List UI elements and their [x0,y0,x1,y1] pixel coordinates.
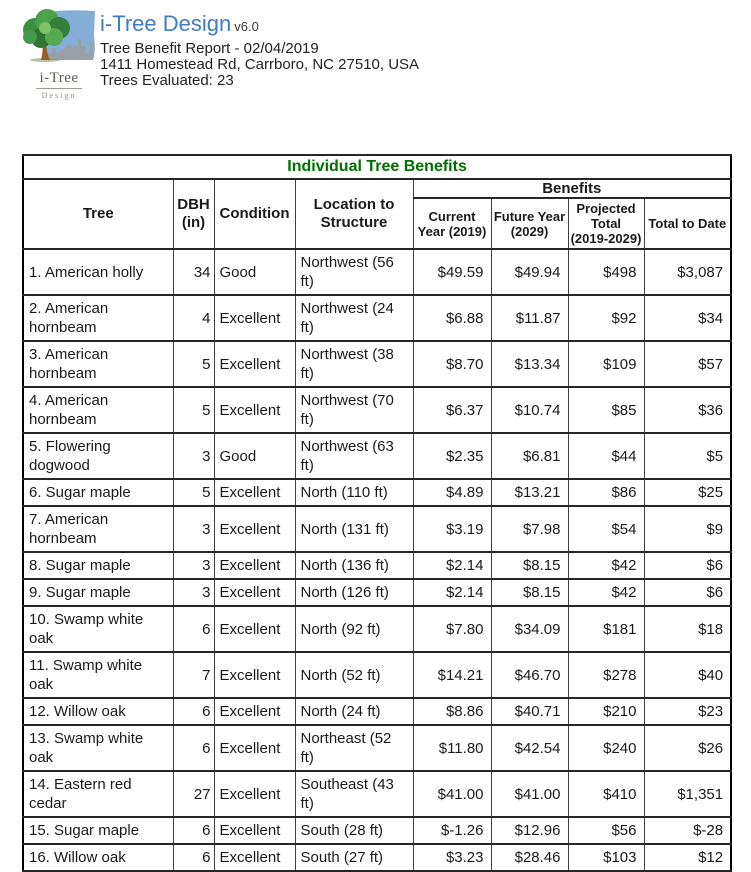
cell-current: $8.70 [413,341,491,387]
cell-name: 2. American hornbeam [23,295,173,341]
cell-name: 13. Swamp white oak [23,725,173,771]
report-title-line: Tree Benefit Report - 02/04/2019 [100,40,319,57]
cell-total: $6 [644,579,731,606]
cell-dbh: 5 [173,479,214,506]
cell-total: $9 [644,506,731,552]
cell-name: 5. Flowering dogwood [23,433,173,479]
cell-condition: Excellent [214,387,295,433]
trees-evaluated-line: Trees Evaluated: 23 [100,72,234,89]
cell-projected: $181 [568,606,644,652]
cell-location: Northwest (70 ft) [295,387,413,433]
column-header-projected-total: Projected Total (2019-2029) [568,198,644,249]
cell-future: $40.71 [491,698,568,725]
table-row [23,552,731,579]
table-row [23,698,731,725]
table-row [23,433,731,479]
cell-total: $57 [644,341,731,387]
cell-condition: Excellent [214,341,295,387]
cell-name: 15. Sugar maple [23,817,173,844]
itree-logo [20,8,98,154]
cell-condition: Excellent [214,479,295,506]
cell-name: 4. American hornbeam [23,387,173,433]
cell-projected: $44 [568,433,644,479]
cell-dbh: 3 [173,579,214,606]
cell-total: $12 [644,844,731,871]
cell-dbh: 7 [173,652,214,698]
cell-condition: Excellent [214,698,295,725]
cell-future: $42.54 [491,725,568,771]
table-row [23,725,731,771]
cell-projected: $103 [568,844,644,871]
table-row [23,606,731,652]
column-header-dbh: DBH (in) [173,179,214,249]
report-header [0,0,751,154]
column-header-condition: Condition [214,179,295,249]
cell-future: $8.15 [491,552,568,579]
cell-name: 1. American holly [23,249,173,295]
cell-current: $11.80 [413,725,491,771]
report-header-text [100,8,419,154]
cell-current: $3.19 [413,506,491,552]
itree-logo-image [21,8,97,64]
cell-projected: $410 [568,771,644,817]
cell-location: North (52 ft) [295,652,413,698]
cell-condition: Excellent [214,552,295,579]
cell-projected: $54 [568,506,644,552]
cell-dbh: 34 [173,249,214,295]
cell-condition: Excellent [214,725,295,771]
column-header-current-year: Current Year (2019) [413,198,491,249]
table-row [23,387,731,433]
cell-total: $-28 [644,817,731,844]
cell-name: 8. Sugar maple [23,552,173,579]
cell-name: 10. Swamp white oak [23,606,173,652]
table-row [23,341,731,387]
table-title: Individual Tree Benefits [23,155,731,179]
cell-condition: Excellent [214,506,295,552]
cell-location: North (110 ft) [295,479,413,506]
cell-total: $36 [644,387,731,433]
cell-dbh: 4 [173,295,214,341]
cell-total: $40 [644,652,731,698]
table-row [23,249,731,295]
cell-location: North (24 ft) [295,698,413,725]
cell-name: 12. Willow oak [23,698,173,725]
column-header-total-to-date: Total to Date [644,198,731,249]
logo-brand-text: i-Tree [36,70,81,89]
cell-name: 7. American hornbeam [23,506,173,552]
cell-total: $3,087 [644,249,731,295]
table-row [23,479,731,506]
cell-condition: Good [214,249,295,295]
cell-location: North (126 ft) [295,579,413,606]
cell-future: $46.70 [491,652,568,698]
cell-future: $8.15 [491,579,568,606]
cell-location: Southeast (43 ft) [295,771,413,817]
app-version: v6.0 [234,19,259,34]
cell-total: $6 [644,552,731,579]
cell-dbh: 6 [173,844,214,871]
cell-current: $6.37 [413,387,491,433]
table-row [23,295,731,341]
cell-future: $13.21 [491,479,568,506]
cell-current: $2.14 [413,552,491,579]
cell-location: North (92 ft) [295,606,413,652]
cell-dbh: 6 [173,698,214,725]
cell-projected: $498 [568,249,644,295]
cell-location: Northwest (24 ft) [295,295,413,341]
cell-future: $34.09 [491,606,568,652]
cell-total: $18 [644,606,731,652]
cell-future: $11.87 [491,295,568,341]
cell-current: $6.88 [413,295,491,341]
cell-total: $5 [644,433,731,479]
cell-total: $34 [644,295,731,341]
cell-future: $41.00 [491,771,568,817]
cell-total: $23 [644,698,731,725]
column-group-benefits: Benefits [413,179,731,198]
cell-location: Northwest (63 ft) [295,433,413,479]
cell-condition: Excellent [214,295,295,341]
cell-condition: Excellent [214,771,295,817]
cell-location: South (28 ft) [295,817,413,844]
table-row [23,771,731,817]
cell-name: 3. American hornbeam [23,341,173,387]
cell-total: $25 [644,479,731,506]
cell-location: South (27 ft) [295,844,413,871]
column-header-location: Location to Structure [295,179,413,249]
cell-dbh: 3 [173,552,214,579]
cell-projected: $240 [568,725,644,771]
cell-current: $8.86 [413,698,491,725]
cell-location: North (136 ft) [295,552,413,579]
cell-projected: $109 [568,341,644,387]
address-line: 1411 Homestead Rd, Carrboro, NC 27510, USA [100,56,420,73]
cell-future: $10.74 [491,387,568,433]
cell-dbh: 5 [173,341,214,387]
cell-condition: Good [214,433,295,479]
cell-projected: $85 [568,387,644,433]
table-row [23,579,731,606]
cell-dbh: 27 [173,771,214,817]
cell-dbh: 6 [173,606,214,652]
table-row [23,652,731,698]
tree-table-body [23,249,731,871]
cell-current: $14.21 [413,652,491,698]
cell-dbh: 5 [173,387,214,433]
cell-dbh: 6 [173,725,214,771]
cell-name: 6. Sugar maple [23,479,173,506]
cell-condition: Excellent [214,606,295,652]
cell-projected: $92 [568,295,644,341]
cell-future: $6.81 [491,433,568,479]
cell-current: $49.59 [413,249,491,295]
logo-sub-text: Design [41,91,77,100]
cell-location: Northwest (56 ft) [295,249,413,295]
cell-projected: $42 [568,552,644,579]
column-header-tree: Tree [23,179,173,249]
cell-current: $41.00 [413,771,491,817]
cell-current: $2.35 [413,433,491,479]
column-header-future-year: Future Year (2029) [491,198,568,249]
cell-name: 11. Swamp white oak [23,652,173,698]
cell-location: Northwest (38 ft) [295,341,413,387]
table-row [23,506,731,552]
cell-projected: $56 [568,817,644,844]
cell-current: $2.14 [413,579,491,606]
cell-name: 16. Willow oak [23,844,173,871]
cell-projected: $86 [568,479,644,506]
cell-condition: Excellent [214,652,295,698]
cell-condition: Excellent [214,579,295,606]
cell-total: $26 [644,725,731,771]
cell-projected: $278 [568,652,644,698]
cell-total: $1,351 [644,771,731,817]
table-row [23,817,731,844]
cell-future: $13.34 [491,341,568,387]
cell-future: $49.94 [491,249,568,295]
cell-location: North (131 ft) [295,506,413,552]
app-title: i-Tree Design [100,11,232,36]
cell-current: $4.89 [413,479,491,506]
individual-tree-benefits-table [22,154,732,872]
cell-dbh: 6 [173,817,214,844]
table-row [23,844,731,871]
cell-current: $7.80 [413,606,491,652]
cell-location: Northeast (52 ft) [295,725,413,771]
cell-name: 9. Sugar maple [23,579,173,606]
cell-name: 14. Eastern red cedar [23,771,173,817]
cell-current: $-1.26 [413,817,491,844]
cell-future: $28.46 [491,844,568,871]
cell-condition: Excellent [214,844,295,871]
cell-future: $7.98 [491,506,568,552]
cell-projected: $42 [568,579,644,606]
cell-future: $12.96 [491,817,568,844]
cell-dbh: 3 [173,506,214,552]
cell-projected: $210 [568,698,644,725]
cell-condition: Excellent [214,817,295,844]
cell-dbh: 3 [173,433,214,479]
cell-current: $3.23 [413,844,491,871]
